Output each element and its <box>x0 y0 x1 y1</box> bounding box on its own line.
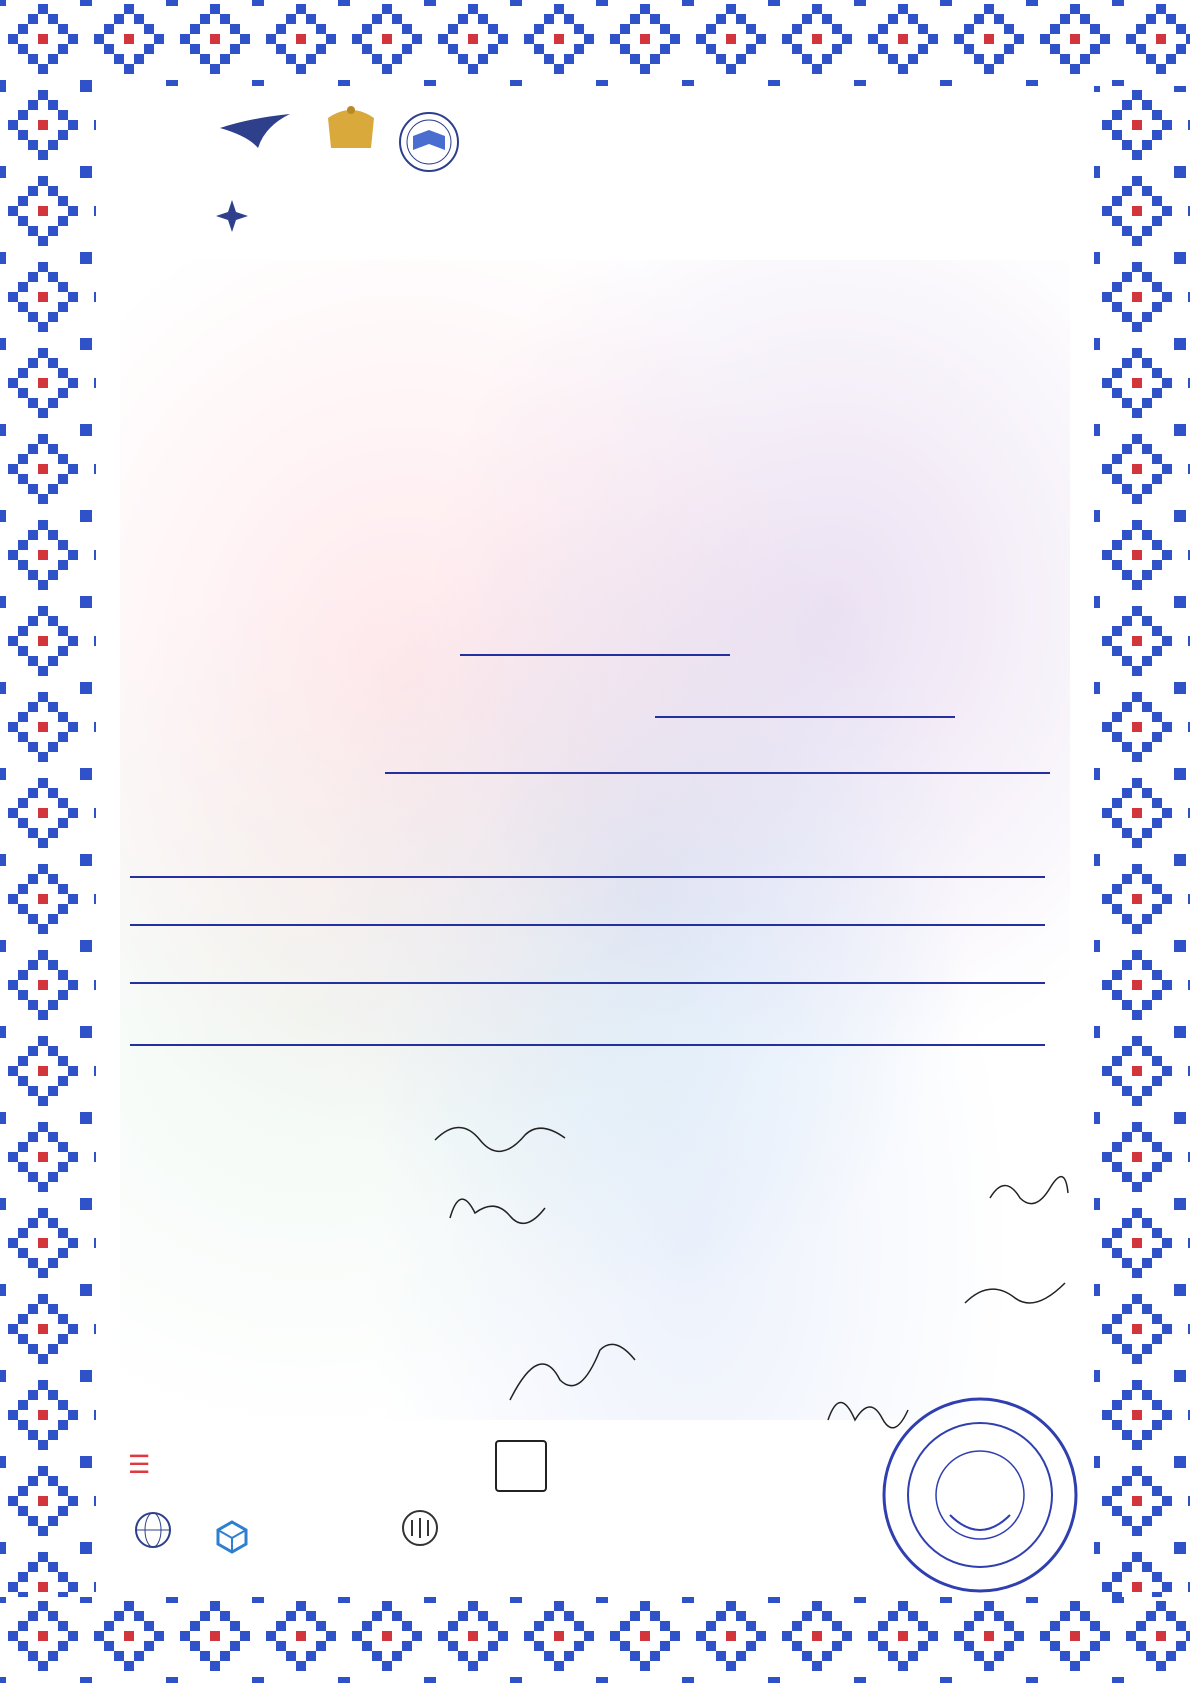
litres-logo <box>128 1450 150 1480</box>
mla-logo <box>128 1510 178 1555</box>
crown-icon <box>316 104 386 152</box>
teacher-underline <box>130 982 1045 984</box>
jury-right-column <box>598 1062 1046 1132</box>
academy-logo <box>316 104 386 192</box>
nomination-underline <box>385 772 1050 774</box>
tolk-logo <box>495 1440 547 1492</box>
blank-underline <box>130 924 1045 926</box>
official-seal-icon <box>880 1395 1080 1595</box>
globe-icon <box>133 1510 173 1550</box>
recipient-underline <box>130 876 1045 878</box>
signature-icon <box>960 1268 1070 1323</box>
signature-icon <box>980 1168 1070 1223</box>
artcompass-logo <box>214 196 464 236</box>
triumph-logo <box>210 108 300 190</box>
producer-center-logo <box>360 1508 480 1553</box>
extra-underline <box>130 1044 1045 1046</box>
signature-icon <box>500 1330 640 1410</box>
ornament-border-right <box>1094 86 1190 1597</box>
ornament-border-top <box>0 0 1190 86</box>
mirvr-logo <box>215 1520 249 1554</box>
degree-underline <box>460 654 730 656</box>
age-group-underline <box>655 716 955 718</box>
signature-icon <box>440 1178 550 1238</box>
watercolor-background <box>120 260 1070 1420</box>
compass-icon <box>214 198 250 234</box>
cube-icon <box>215 1520 249 1554</box>
academy-emblem-icon <box>396 110 462 174</box>
producer-emblem-icon <box>400 1508 440 1548</box>
bird-icon <box>210 108 300 158</box>
ornament-border-left <box>0 86 96 1597</box>
ornament-border-bottom <box>0 1597 1190 1683</box>
signature-icon <box>430 1110 570 1160</box>
litres-mark-icon: ☰ <box>128 1451 151 1479</box>
